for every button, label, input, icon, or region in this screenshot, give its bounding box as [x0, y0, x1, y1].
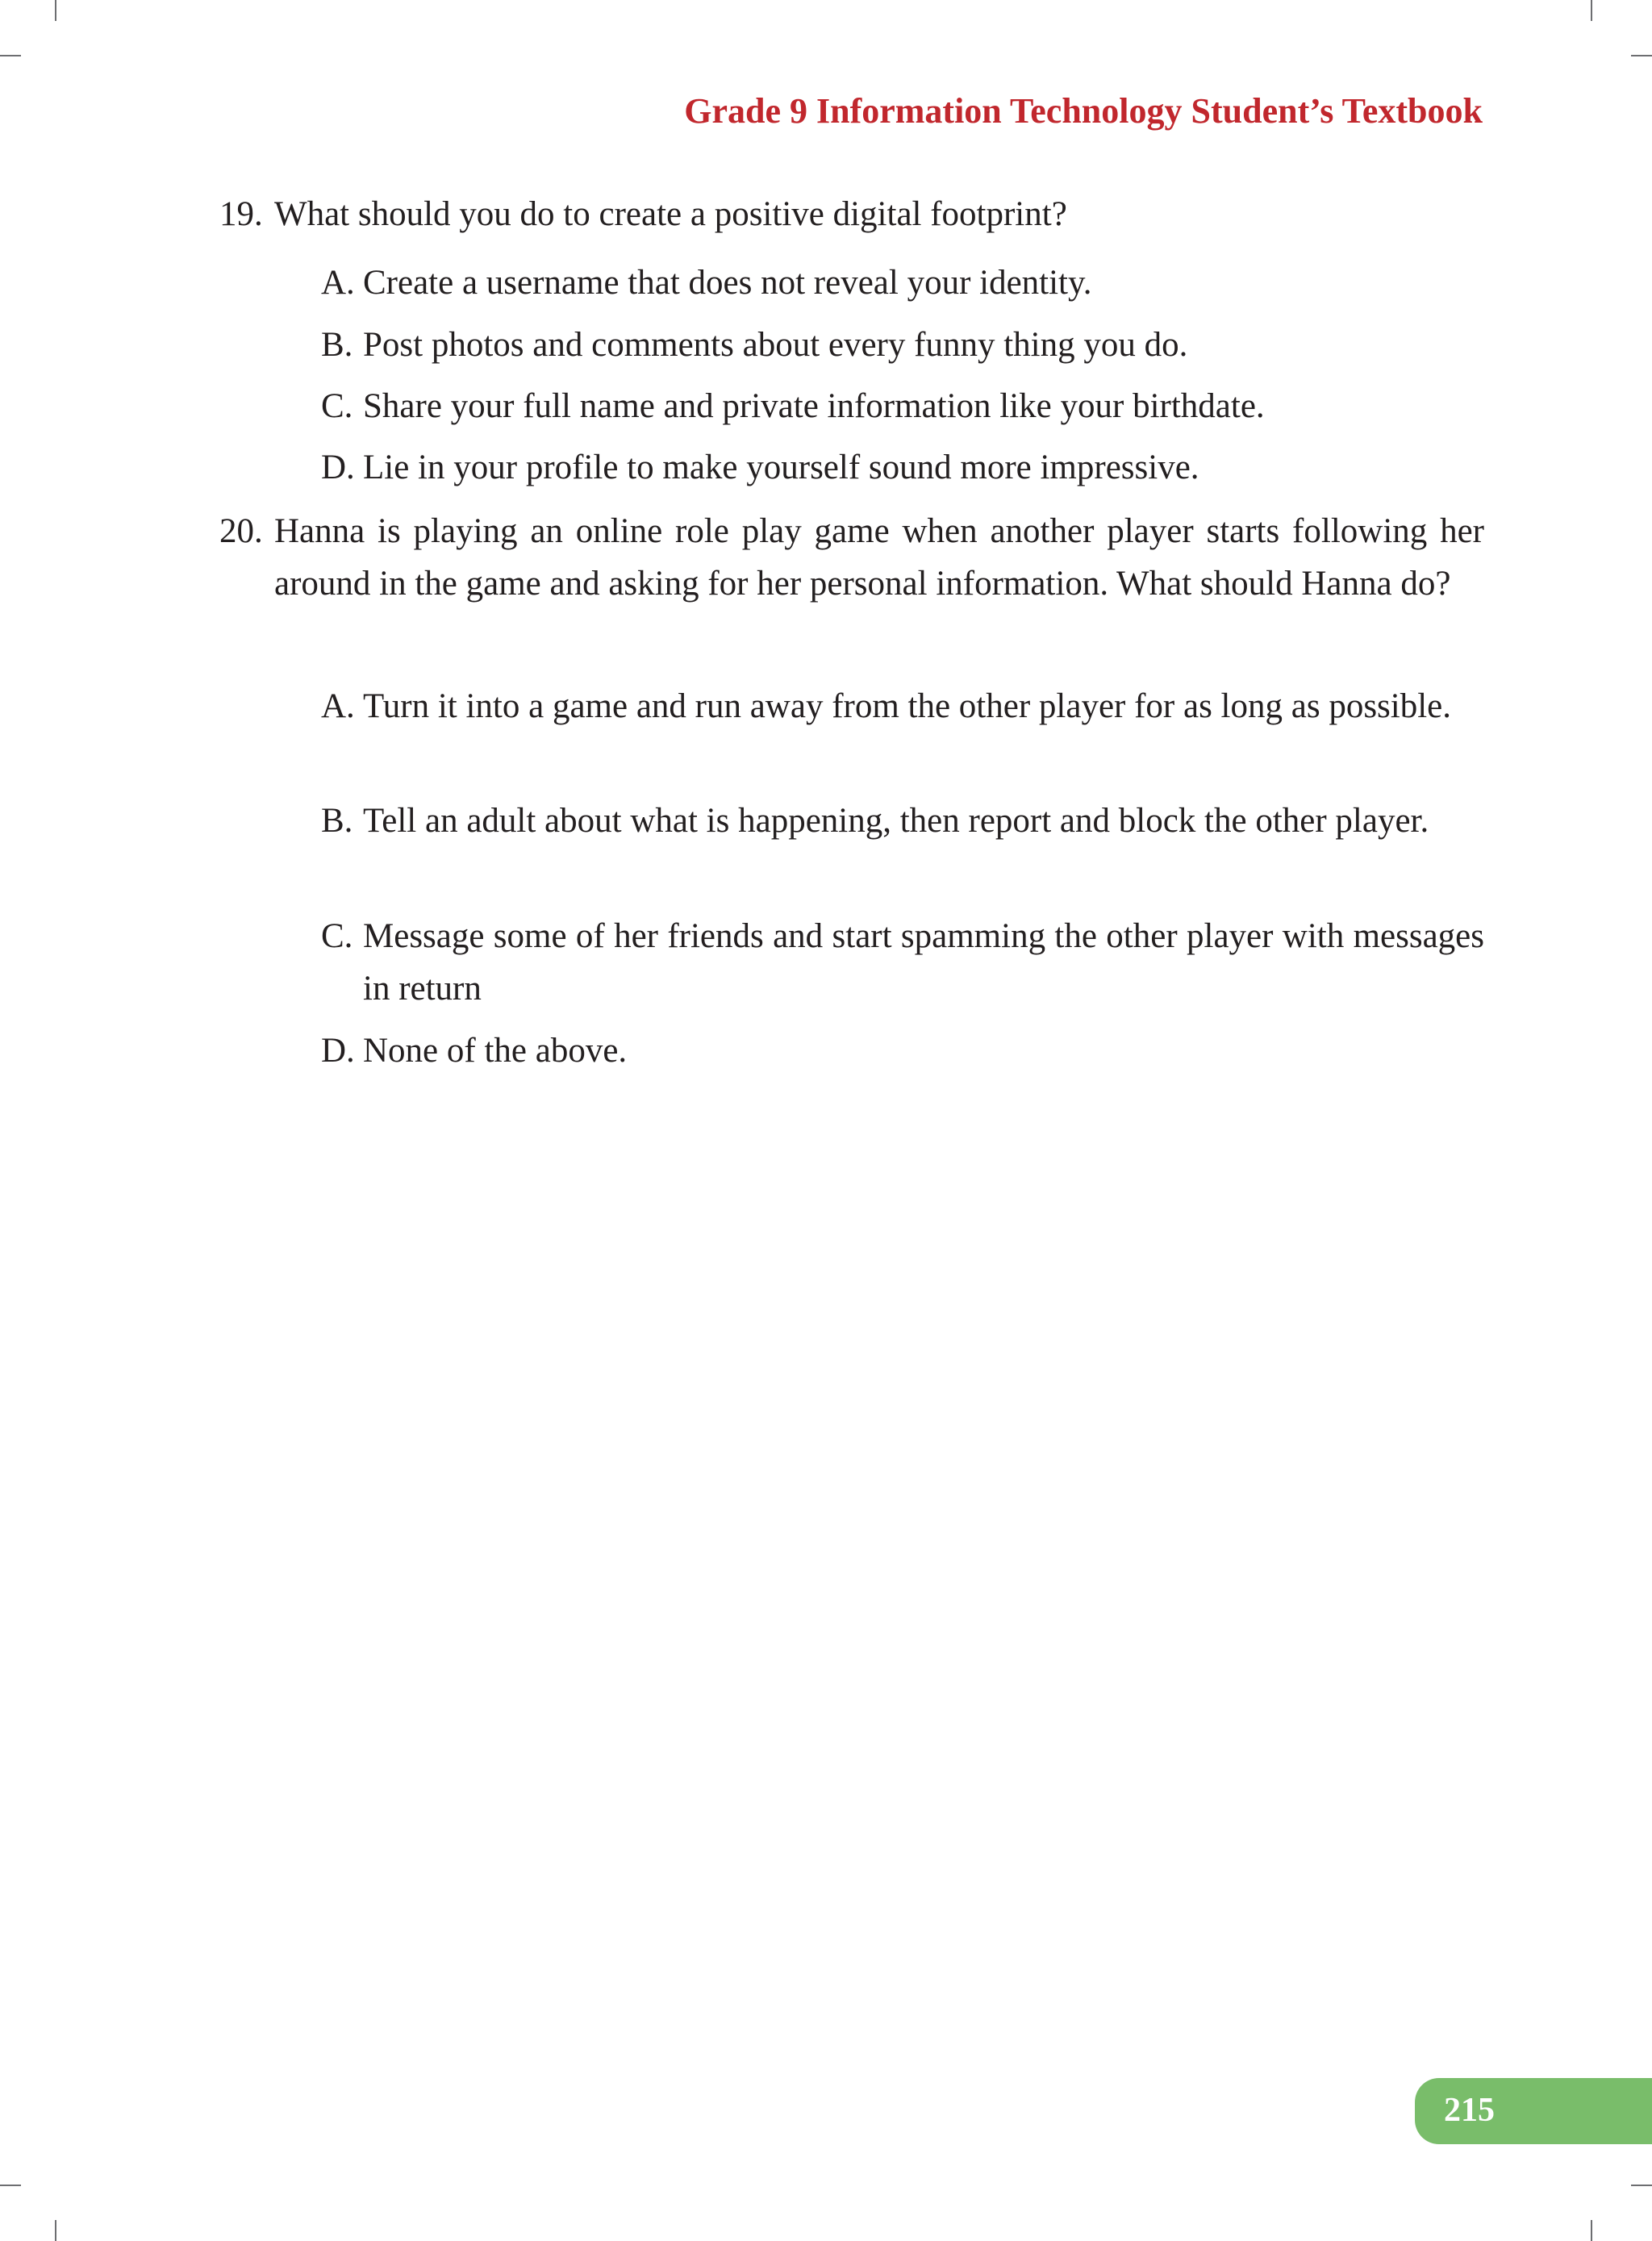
option-20-a: [321, 680, 1484, 732]
question-20: [219, 505, 1484, 610]
running-header: Grade 9 Information Technology Student’s Textbook: [684, 91, 1483, 131]
crop-mark-left-bottom: [0, 2185, 21, 2186]
option-letter: A.: [321, 687, 355, 725]
option-letter: B.: [321, 802, 353, 840]
crop-mark-top-left: [55, 0, 56, 21]
crop-mark-right-bottom: [1631, 2185, 1652, 2186]
option-19-c: [321, 380, 1484, 432]
page-number-tab: [1415, 2078, 1652, 2144]
question-stem: What should you do to create a positive digital footprint?: [274, 195, 1067, 233]
option-letter: C.: [321, 917, 353, 955]
option-20-b: [321, 795, 1484, 847]
option-19-b: [321, 319, 1484, 371]
page-number: 215: [1444, 2092, 1495, 2129]
option-19-d: [321, 441, 1484, 494]
option-text: Share your full name and private information like your birthdate.: [363, 387, 1265, 425]
option-20-c: [321, 910, 1484, 1015]
crop-mark-top-right: [1591, 0, 1592, 21]
option-text: Create a username that does not reveal your identity.: [363, 264, 1092, 302]
option-text: Tell an adult about what is happening, then report and block the other player.: [363, 802, 1429, 840]
option-letter: C.: [321, 387, 353, 425]
option-text: Lie in your profile to make yourself sound more impressive.: [363, 449, 1199, 486]
option-text: Turn it into a game and run away from the other player for as long as possible.: [363, 687, 1452, 725]
option-text: Post photos and comments about every funny thing you do.: [363, 326, 1188, 364]
option-letter: A.: [321, 264, 355, 302]
question-19: [219, 188, 1484, 240]
crop-mark-left-top: [0, 55, 21, 56]
option-text: None of the above.: [363, 1032, 628, 1070]
question-number: 20.: [219, 512, 263, 550]
option-20-d: [321, 1025, 1484, 1077]
question-stem: Hanna is playing an online role play game when another player starts following her around in the game and asking for her personal information. What should Hanna do?: [274, 512, 1484, 603]
option-letter: B.: [321, 326, 353, 364]
crop-mark-bottom-right: [1591, 2220, 1592, 2241]
option-letter: D.: [321, 449, 355, 486]
option-letter: D.: [321, 1032, 355, 1070]
crop-mark-bottom-left: [55, 2220, 56, 2241]
crop-mark-right-top: [1631, 55, 1652, 56]
option-text: Message some of her friends and start spamming the other player with messages in return: [363, 917, 1484, 1008]
option-19-a: [321, 257, 1484, 309]
question-number: 19.: [219, 195, 263, 233]
